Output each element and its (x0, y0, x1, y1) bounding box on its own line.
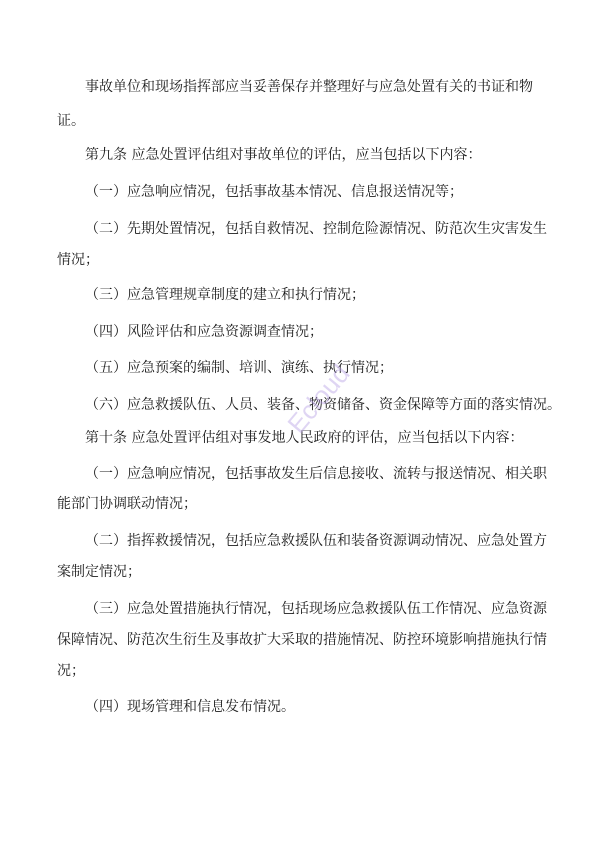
text-line: 证。 (57, 113, 85, 129)
text-line: （四）现场管理和信息发布情况。 (85, 699, 295, 715)
text-line: 保障情况、防范次生衍生及事故扩大采取的措施情况、防控环境影响措施执行情 (57, 632, 547, 648)
text-line: 能部门协调联动情况； (57, 496, 197, 512)
article-heading: 第九条 应急处置评估组对事故单位的评估，应当包括以下内容： (85, 147, 482, 163)
text-line: （一）应急响应情况，包括事故基本情况、信息报送情况等； (85, 184, 463, 200)
text-line: （二）先期处置情况，包括自救情况、控制危险源情况、防范次生灾害发生 (85, 221, 547, 237)
article-heading: 第十条 应急处置评估组对事发地人民政府的评估，应当包括以下内容： (85, 430, 524, 446)
text-line: （六）应急救援队伍、人员、装备、物资储备、资金保障等方面的落实情况。 (85, 397, 561, 413)
text-line: 案制定情况； (57, 564, 141, 580)
text-line: （四）风险评估和应急资源调查情况； (85, 324, 323, 340)
text-line: 况； (57, 663, 85, 679)
text-line: （三）应急管理规章制度的建立和执行情况； (85, 287, 365, 303)
text-line: （一）应急响应情况，包括事故发生后信息接收、流转与报送情况、相关职 (85, 466, 547, 482)
text-line: （五）应急预案的编制、培训、演练、执行情况； (85, 360, 393, 376)
text-line: 情况； (57, 252, 99, 268)
text-line: （二）指挥救援情况，包括应急救援队伍和装备资源调动情况、应急处置方 (85, 533, 547, 549)
watermark-text: Ecloud (281, 358, 356, 439)
text-line: 事故单位和现场指挥部应当妥善保存并整理好与应急处置有关的书证和物 (85, 79, 533, 95)
text-line: （三）应急处置措施执行情况，包括现场应急救援队伍工作情况、应急资源 (85, 601, 547, 617)
